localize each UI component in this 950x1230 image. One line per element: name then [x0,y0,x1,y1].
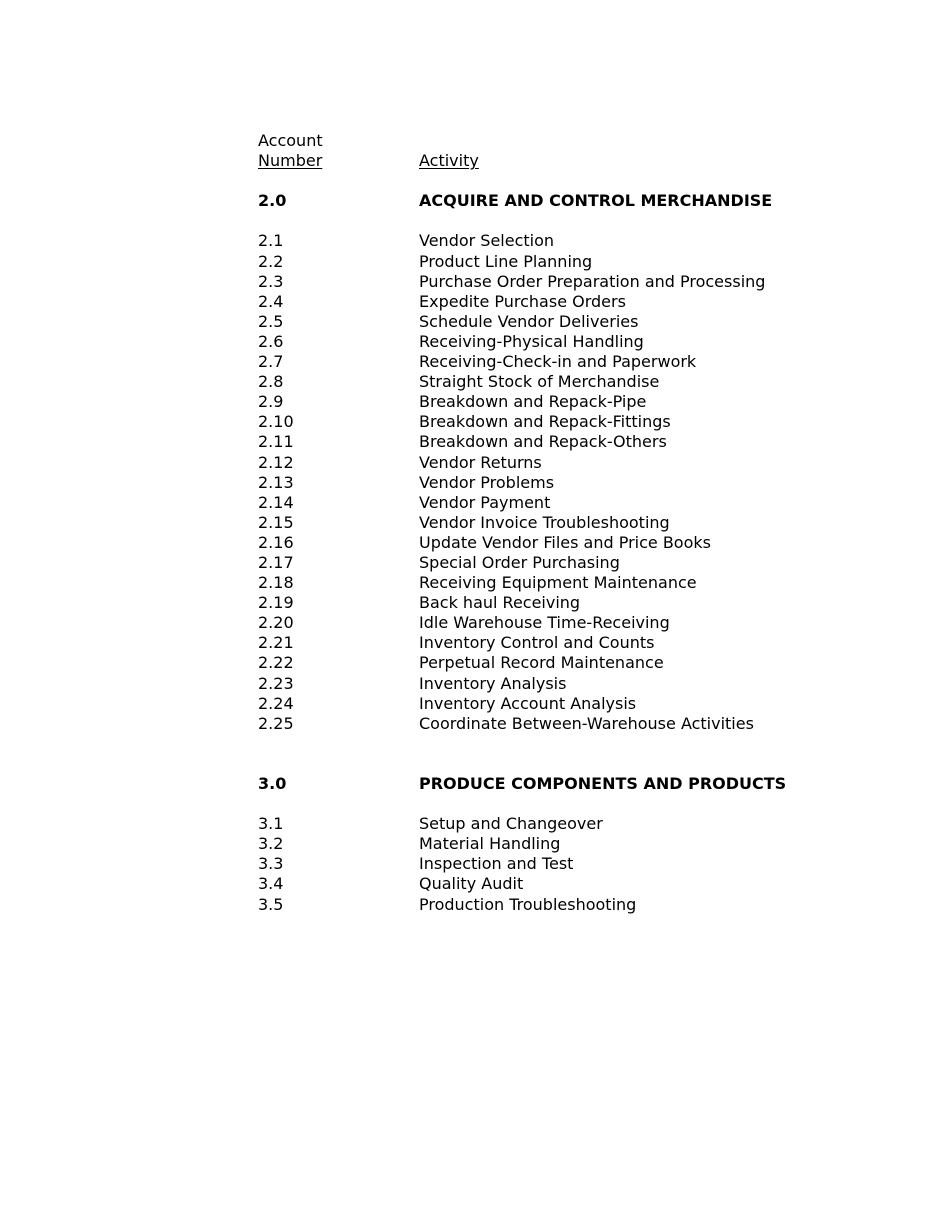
account-number: 3.2 [258,834,284,854]
activity-name: Expedite Purchase Orders [419,291,626,311]
list-item [258,714,878,734]
list-item [258,272,878,292]
activity-name: Straight Stock of Merchandise [419,372,660,392]
section-title: PRODUCE COMPONENTS AND PRODUCTS [419,774,787,793]
account-number: 3.1 [258,814,284,834]
account-number: 2.5 [258,311,284,331]
list-item [258,493,878,513]
account-number: 2.17 [258,552,294,572]
list-item [258,613,878,633]
account-number: 2.13 [258,472,294,492]
list-item [258,573,878,593]
account-number: 2.4 [258,291,284,311]
account-number: 2.6 [258,331,284,351]
activity-name: Receiving-Check-in and Paperwork [419,352,697,372]
activity-name: Update Vendor Files and Price Books [419,532,711,552]
list-item [258,412,878,432]
section-acquire-and-control [258,191,878,734]
list-item [258,674,878,694]
account-number: 3.4 [258,874,284,894]
list-item [258,392,878,412]
list-item [258,854,878,874]
account-number: 2.1 [258,231,284,251]
list-item [258,292,878,312]
activity-list [258,814,878,914]
activity-name: Schedule Vendor Deliveries [419,311,639,331]
account-number: 2.3 [258,271,284,291]
activity-name: Purchase Order Preparation and Processing [419,271,766,291]
account-number: 2.23 [258,673,294,693]
activity-name: Inventory Account Analysis [419,693,637,713]
list-item [258,653,878,673]
activity-name: Inspection and Test [419,854,574,874]
list-item [258,473,878,493]
activity-name: Receiving Equipment Maintenance [419,573,697,593]
account-number: 2.14 [258,492,294,512]
account-number: 2.8 [258,372,284,392]
account-number: 2.22 [258,653,294,673]
section-number: 2.0 [258,191,287,211]
section-heading [258,191,878,211]
activity-name: Idle Warehouse Time-Receiving [419,613,670,633]
list-item [258,513,878,533]
activity-name: Back haul Receiving [419,593,581,613]
activity-list [258,231,878,733]
account-number: 2.12 [258,452,294,472]
account-number: 2.2 [258,251,284,271]
document-page [258,131,878,915]
list-item [258,372,878,392]
section-produce-components [258,774,878,915]
list-item [258,553,878,573]
list-item [258,834,878,854]
account-number: 2.20 [258,613,294,633]
activity-name: Inventory Analysis [419,673,567,693]
list-item [258,432,878,452]
list-item [258,453,878,473]
account-number: 2.11 [258,432,294,452]
list-item [258,533,878,553]
activity-name: Special Order Purchasing [419,552,620,572]
account-number: 2.9 [258,392,284,412]
account-label: Account [258,131,323,150]
account-number: 2.24 [258,693,294,713]
activity-name: Receiving-Physical Handling [419,331,644,351]
list-item [258,694,878,714]
activity-name: Vendor Selection [419,231,555,251]
activity-name: Inventory Control and Counts [419,633,655,653]
activity-name: Vendor Returns [419,452,542,472]
list-item [258,874,878,894]
activity-label: Activity [419,151,479,171]
list-item [258,633,878,653]
activity-name: Breakdown and Repack-Fittings [419,412,671,432]
activity-name: Vendor Problems [419,472,555,492]
account-number: 2.21 [258,633,294,653]
account-number: 2.18 [258,573,294,593]
list-item [258,895,878,915]
account-number: 2.16 [258,532,294,552]
list-item [258,814,878,834]
activity-name: Product Line Planning [419,251,593,271]
list-item [258,332,878,352]
activity-name: Vendor Payment [419,492,551,512]
list-item [258,593,878,613]
list-item [258,312,878,332]
activity-name: Perpetual Record Maintenance [419,653,664,673]
account-number: 2.19 [258,593,294,613]
activity-name: Quality Audit [419,874,524,894]
header-row-1 [258,131,878,151]
header-row-2 [258,151,878,171]
account-number: 2.10 [258,412,294,432]
activity-name: Setup and Changeover [419,814,603,834]
account-number: 2.15 [258,512,294,532]
section-heading [258,774,878,794]
section-number: 3.0 [258,774,287,793]
activity-name: Material Handling [419,834,561,854]
account-number: 3.3 [258,854,284,874]
account-number: 2.7 [258,352,284,372]
section-title: ACQUIRE AND CONTROL MERCHANDISE [419,191,773,211]
account-number: 2.25 [258,713,294,733]
list-item [258,352,878,372]
activity-name: Breakdown and Repack-Others [419,432,667,452]
activity-name: Breakdown and Repack-Pipe [419,392,647,412]
list-item [258,231,878,251]
activity-name: Production Troubleshooting [419,894,637,914]
list-item [258,252,878,272]
activity-name: Coordinate Between-Warehouse Activities [419,713,754,733]
activity-name: Vendor Invoice Troubleshooting [419,512,670,532]
number-label: Number [258,151,323,171]
account-number: 3.5 [258,894,284,914]
